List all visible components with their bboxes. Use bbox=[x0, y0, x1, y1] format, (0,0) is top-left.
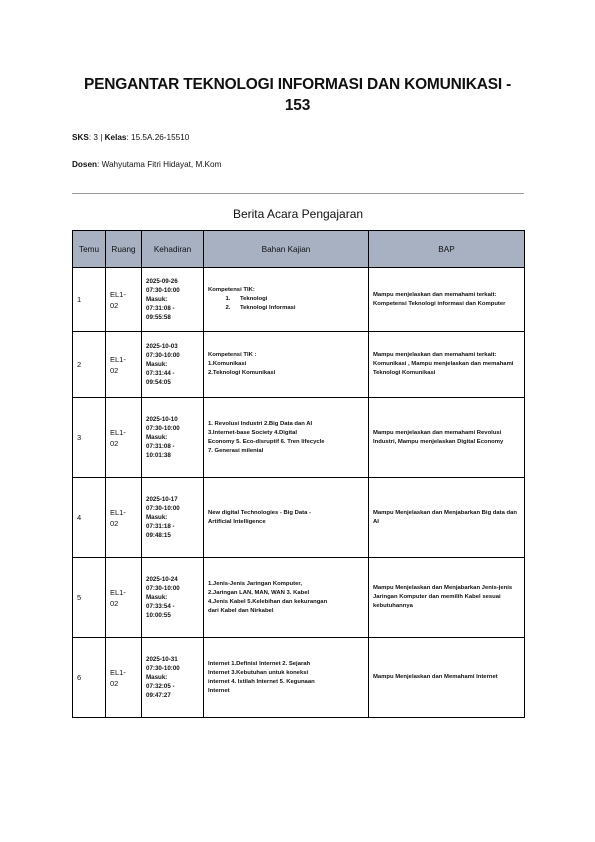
topic-line: 2.Teknologi Komunikasi bbox=[208, 370, 276, 376]
room-code: EL1- 02 bbox=[106, 558, 142, 638]
room-code: EL1- 02 bbox=[106, 638, 142, 718]
sks-label: SKS bbox=[72, 133, 89, 142]
topic-cell bbox=[204, 268, 369, 332]
attendance-cell bbox=[142, 478, 204, 558]
attendance-line: 07:31:08 - bbox=[146, 305, 175, 312]
kelas-label: Kelas bbox=[104, 133, 127, 142]
meeting-number: 4 bbox=[73, 478, 106, 558]
attendance-line: 2025-10-10 bbox=[146, 416, 178, 423]
attendance-line: 2025-10-24 bbox=[146, 576, 178, 583]
topic-line: 4.Jenis Kabel 5.Kelebihan dan kekurangan bbox=[208, 598, 328, 605]
bap-cell: Mampu Menjelaskan dan Menjabarkan Big data dan AI bbox=[369, 478, 525, 558]
attendance-line: Masuk: bbox=[146, 514, 168, 521]
topic-list bbox=[208, 295, 364, 313]
attendance-cell bbox=[142, 332, 204, 398]
attendance-line: Masuk: bbox=[146, 361, 168, 368]
attendance-line: 07:30-10:00 bbox=[146, 352, 180, 359]
divider bbox=[72, 193, 524, 194]
table-row bbox=[73, 398, 525, 478]
topic-line: 1. Revolusi Industri 2.Big Data dan AI bbox=[208, 420, 313, 427]
topic-line: 1.Jenis-Jenis Jaringan Komputer, bbox=[208, 580, 302, 587]
table-row bbox=[73, 638, 525, 718]
attendance-line: 10:00:55 bbox=[146, 612, 171, 619]
section-title: Berita Acara Pengajaran bbox=[232, 207, 364, 221]
topic-line: Internet 3.Kebutuhan untuk koneksi bbox=[208, 669, 309, 676]
header-temu: Temu bbox=[73, 231, 106, 268]
bap-cell: Mampu menjelaskan dan memahami terkait: Kompetensi Teknologi informasi dan Komputer bbox=[369, 268, 525, 332]
table-row bbox=[73, 268, 525, 332]
bap-table bbox=[72, 230, 525, 718]
attendance-line: 09:54:05 bbox=[146, 379, 171, 386]
room-code: EL1- 02 bbox=[106, 398, 142, 478]
attendance-line: Masuk: bbox=[146, 296, 168, 303]
room-code: EL1- 02 bbox=[106, 268, 142, 332]
bap-cell: Mampu Menjelaskan dan Memahami Internet bbox=[369, 638, 525, 718]
topic-cell bbox=[204, 638, 369, 718]
topic-line: 1.Komunikasi bbox=[208, 361, 247, 367]
topic-line: internet 4. Istilah Internet 5. Kegunaan bbox=[208, 678, 315, 685]
dosen-label: Dosen bbox=[72, 160, 98, 169]
table-row bbox=[73, 478, 525, 558]
topic-line: 2.Jaringan LAN, MAN, WAN 3. Kabel bbox=[208, 589, 310, 596]
attendance-line: 09:48:15 bbox=[146, 532, 171, 539]
attendance-line: 07:31:18 - bbox=[146, 523, 175, 530]
attendance-line: 07:31:08 - bbox=[146, 443, 175, 450]
bap-cell: Mampu Menjelaskan dan Menjabarkan Jenis-jenis Jaringan Komputer dan memilih Kabel sesuai kebutuhannya bbox=[369, 558, 525, 638]
attendance-line: 2025-10-03 bbox=[146, 343, 178, 350]
topic-cell bbox=[204, 332, 369, 398]
attendance-line: 07:30-10:00 bbox=[146, 585, 180, 592]
attendance-line: 09:47:27 bbox=[146, 692, 171, 699]
topic-list-item: 2. Teknologi Informasi bbox=[232, 304, 364, 313]
meeting-number: 5 bbox=[73, 558, 106, 638]
attendance-line: 07:30-10:00 bbox=[146, 665, 180, 672]
topic-line: 3.Internet-base Society 4.Digital bbox=[208, 429, 298, 436]
dosen-value: : Wahyutama Fitri Hidayat, M.Kom bbox=[97, 160, 222, 169]
topic-line: 7. Generasi milenial bbox=[208, 447, 264, 454]
attendance-line: 07:33:54 - bbox=[146, 603, 175, 610]
header-bap: BAP bbox=[369, 231, 525, 268]
topic-cell bbox=[204, 558, 369, 638]
header-kehadiran: Kehadiran bbox=[142, 231, 204, 268]
attendance-line: Masuk: bbox=[146, 594, 168, 601]
topic-line: New digital Technologies - Big Data - bbox=[208, 509, 311, 516]
room-code: EL1- 02 bbox=[106, 478, 142, 558]
topic-line: Internet 1.Definisi Internet 2. Sejarah bbox=[208, 660, 311, 667]
attendance-line: Masuk: bbox=[146, 674, 168, 681]
attendance-line: 2025-10-31 bbox=[146, 656, 178, 663]
meeting-number: 2 bbox=[73, 332, 106, 398]
table-body bbox=[73, 268, 525, 718]
kelas-value: : 15.5A.26-15510 bbox=[126, 133, 190, 142]
topic-line: dari Kabel dan Nirkabel bbox=[208, 607, 274, 614]
bap-cell: Mampu menjelaskan dan memahami terkait: Komunikasi , Mampu menjelaskan dan memahami Teknologi Komunikasi bbox=[369, 332, 525, 398]
topic-line: Artificial Intelligence bbox=[208, 518, 266, 525]
topic-cell bbox=[204, 398, 369, 478]
attendance-line: 07:30-10:00 bbox=[146, 425, 180, 432]
attendance-line: Masuk: bbox=[146, 434, 168, 441]
table-row bbox=[73, 332, 525, 398]
attendance-line: 2025-10-17 bbox=[146, 496, 178, 503]
topic-line: Kompetensi TIK : bbox=[208, 352, 257, 358]
topic-list-item: 1. Teknologi bbox=[232, 295, 364, 304]
course-meta bbox=[72, 133, 189, 143]
meeting-number: 6 bbox=[73, 638, 106, 718]
attendance-line: 2025-09-26 bbox=[146, 278, 178, 285]
lecturer-line bbox=[72, 160, 221, 170]
table-row bbox=[73, 558, 525, 638]
attendance-cell bbox=[142, 398, 204, 478]
attendance-line: 10:01:38 bbox=[146, 452, 171, 459]
bap-cell: Mampu menjelaskan dan memahami Revolusi Industri, Mampu menjelaskan Digital Economy bbox=[369, 398, 525, 478]
header-ruang: Ruang bbox=[106, 231, 142, 268]
attendance-line: 09:55:58 bbox=[146, 314, 171, 321]
meeting-number: 3 bbox=[73, 398, 106, 478]
page-title: PENGANTAR TEKNOLOGI INFORMASI DAN KOMUNIKASI - 153 bbox=[83, 76, 512, 114]
sks-value: : 3 | bbox=[88, 133, 105, 142]
attendance-cell bbox=[142, 638, 204, 718]
attendance-line: 07:32:05 - bbox=[146, 683, 175, 690]
table-header-row bbox=[73, 231, 525, 268]
attendance-cell bbox=[142, 268, 204, 332]
header-bahan-kajian: Bahan Kajian bbox=[204, 231, 369, 268]
attendance-cell bbox=[142, 558, 204, 638]
topic-line: Internet bbox=[208, 687, 230, 694]
topic-heading: Kompetensi TIK: bbox=[208, 287, 255, 293]
topic-line: Economy 5. Eco-disruptif 6. Tren lifecycle bbox=[208, 438, 325, 445]
attendance-line: 07:31:44 - bbox=[146, 370, 175, 377]
topic-cell bbox=[204, 478, 369, 558]
attendance-line: 07:30-10:00 bbox=[146, 287, 180, 294]
meeting-number: 1 bbox=[73, 268, 106, 332]
attendance-line: 07:30-10:00 bbox=[146, 505, 180, 512]
room-code: EL1- 02 bbox=[106, 332, 142, 398]
